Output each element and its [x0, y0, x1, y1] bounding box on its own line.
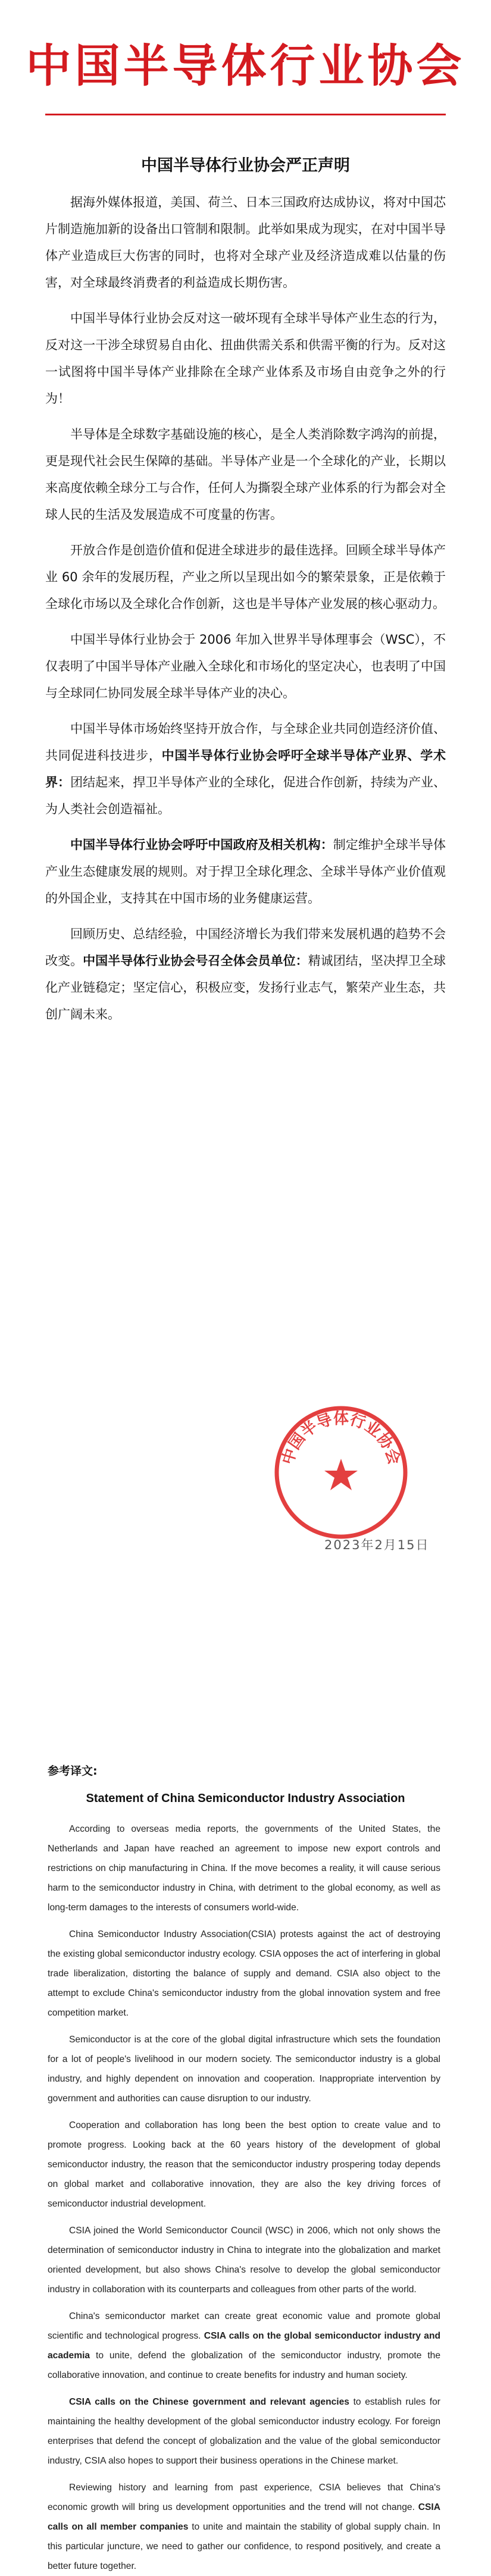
emphasis-text: CSIA calls on the global semiconductor industry and academia — [48, 2331, 441, 2361]
paragraph — [48, 2030, 440, 2108]
paragraph-text: to unite and maintain the stability of global supply chain. In this particular juncture, we need to gather our confidence, to respond positively, and create a better future together. — [48, 2522, 440, 2571]
paragraph — [48, 2116, 440, 2214]
letterhead — [0, 0, 491, 120]
paragraph-text: 中国半导体行业协会于 2006 年加入世界半导体理事会（WSC），不仅表明了中国半导体产业融入全球化和市场化的坚定决心，也表明了中国与全球同仁协同发展全球半导体产业的决心。 — [45, 632, 446, 700]
paragraph-text: China Semiconductor Industry Association(CSIA) protests against the act of destroying the existing global semiconductor industry ecology. CSIA opposes the act of interfering in global trade liberalization, distorting the balance of supply and demand. CSIA also object to the attempt to exclude China's semiconductor industry from the global innovation system and free competition market. — [48, 1929, 440, 2018]
paragraph — [48, 2221, 440, 2299]
paragraph — [48, 2478, 440, 2576]
paragraph — [45, 305, 446, 412]
emphasis-text: CSIA calls on the Chinese government and relevant agencies — [69, 2397, 349, 2407]
paragraph-text: 团结起来，捍卫半导体产业的全球化，促进合作创新，持续为产业、为人类社会创造福祉。 — [45, 775, 446, 816]
paragraph-text: 回顾历史、总结经验，中国经济增长为我们带来发展机遇的趋势不会改变。 — [45, 927, 446, 968]
statement-title: 中国半导体行业协会严正声明 — [141, 156, 350, 175]
emphasis-text: CSIA calls on all member companies — [48, 2502, 440, 2532]
paragraph-text: 精诚团结，坚决捍卫全球化产业链稳定；坚定信心，积极应变，发扬行业志气，繁荣产业生态，共创广阔未来。 — [45, 954, 446, 1021]
paragraph — [45, 626, 446, 707]
emphasis-text: 中国半导体行业协会呼吁全球半导体产业界、学术界： — [45, 748, 446, 789]
seal-text: 中国半导体行业协会 — [279, 1409, 404, 1467]
paragraph-text: Semiconductor is at the core of the global digital infrastructure which sets the foundation for a lot of people's livelihood in our modern society. The semiconductor industry is a global industry, and highly dependent on innovation and cooperation. Inappropriate intervention by government and authorities can cause disruption to our industry. — [48, 2035, 440, 2104]
paragraph-text: 开放合作是创造价值和促进全球进步的最佳选择。回顾全球半导体产业 60 余年的发展历程，产业之所以呈现出如今的繁荣景象，正是依赖于全球化市场以及全球化合作创新，这也是半导体产业发展的核心驱动力。 — [45, 543, 446, 611]
paragraph-text: CSIA joined the World Semiconductor Council (WSC) in 2006, which not only shows the determination of semiconductor industry in China to integrate into the globalization and market oriented development, but also shows China's resolve to develop the global semiconductor industry in collaboration with its counterparts and colleagues from other parts of the world. — [48, 2226, 440, 2295]
paragraph-text: 制定维护全球半导体产业生态健康发展的规则。对于捍卫全球化理念、全球半导体产业价值观的外国企业，支持其在中国市场的业务健康运营。 — [45, 838, 446, 905]
paragraph-text: 据海外媒体报道，美国、荷兰、日本三国政府达成协议，将对中国芯片制造施加新的设备出口管制和限制。此举如果成为现实，在对中国半导体产业造成巨大伤害的同时，也将对全球产业及经济造成难以估量的伤害，对全球最终消费者的利益造成长期伤害。 — [45, 195, 446, 290]
paragraph-text: Cooperation and collaboration has long been the best option to create value and to promote progress. Looking back at the 60 years history of the development of global semiconductor industry, the reason that the semiconductor industry prospering today depends on global market and collaborative innovation, they are also the key driving forces of semiconductor industrial development. — [48, 2120, 440, 2209]
translation-label: 参考译文: — [48, 1765, 98, 1778]
emphasis-text: 中国半导体行业协会号召全体会员单位： — [83, 954, 308, 968]
paragraph-text: China's semiconductor market can create great economic value and promote global scientific and technological progress. — [48, 2311, 440, 2341]
translation-title: Statement of China Semiconductor Industry Association — [86, 1792, 405, 1805]
official-seal — [273, 1404, 409, 1541]
paragraph — [48, 1819, 440, 1917]
emphasis-text: 中国半导体行业协会呼吁中国政府及相关机构： — [70, 838, 333, 852]
paragraph — [45, 921, 446, 1028]
paragraph-text: 中国半导体行业协会反对这一破坏现有全球半导体产业生态的行为，反对这一干涉全球贸易自由化、扭曲供需关系和供需平衡的行为。反对这一试图将中国半导体产业排除在全球产业体系及市场自由竞争之外的行为！ — [45, 311, 446, 406]
paragraph — [48, 1925, 440, 2023]
paragraph-text: According to overseas media reports, the governments of the United States, the Netherlands and Japan have reached an agreement to impose new export controls and restrictions on chip manufacturing in China. If the move becomes a reality, it will cause serious harm to the semiconductor industry in China, with detriment to the global economy, as well as long-term damages to the interests of consumers world-wide. — [48, 1824, 440, 1913]
paragraph — [48, 2392, 440, 2471]
statement-body — [45, 189, 446, 1028]
header-divider — [45, 114, 446, 115]
paragraph-text: 中国半导体市场始终坚持开放合作，与全球企业共同创造经济价值、共同促进科技进步， — [45, 722, 446, 763]
statement-date: 2023年2月15日 — [324, 1538, 430, 1552]
paragraph — [45, 537, 446, 618]
paragraph-text: to establish rules for maintaining the healthy development of the global semiconductor industry ecology. For foreign enterprises that defend the concept of globalization and the value of the global semiconductor industry, CSIA also hopes to support their business operations in the Chinese market. — [48, 2397, 440, 2466]
paragraph — [45, 421, 446, 528]
translation-body — [48, 1819, 440, 2576]
paragraph — [45, 832, 446, 912]
paragraph — [45, 716, 446, 823]
paragraph-text: to unite, defend the globalization of the semiconductor industry, promote the collaborative innovation, and continue to create benefits for industry and human society. — [48, 2351, 440, 2380]
organization-name: 中国半导体行业协会 — [26, 39, 465, 92]
paragraph-text: Reviewing history and learning from past experience, CSIA believes that China's economic growth will bring us development opportunities and the trend will not change. — [48, 2483, 440, 2512]
paragraph-text: 半导体是全球数字基础设施的核心，是全人类消除数字鸿沟的前提，更是现代社会民生保障的基础。半导体产业是一个全球化的产业，长期以来高度依赖全球分工与合作，任何人为撕裂全球产业体系的行为都会对全球人民的生活及发展造成不可度量的伤害。 — [45, 427, 446, 522]
seal-star — [324, 1459, 358, 1490]
paragraph — [48, 2307, 440, 2385]
paragraph — [45, 189, 446, 296]
